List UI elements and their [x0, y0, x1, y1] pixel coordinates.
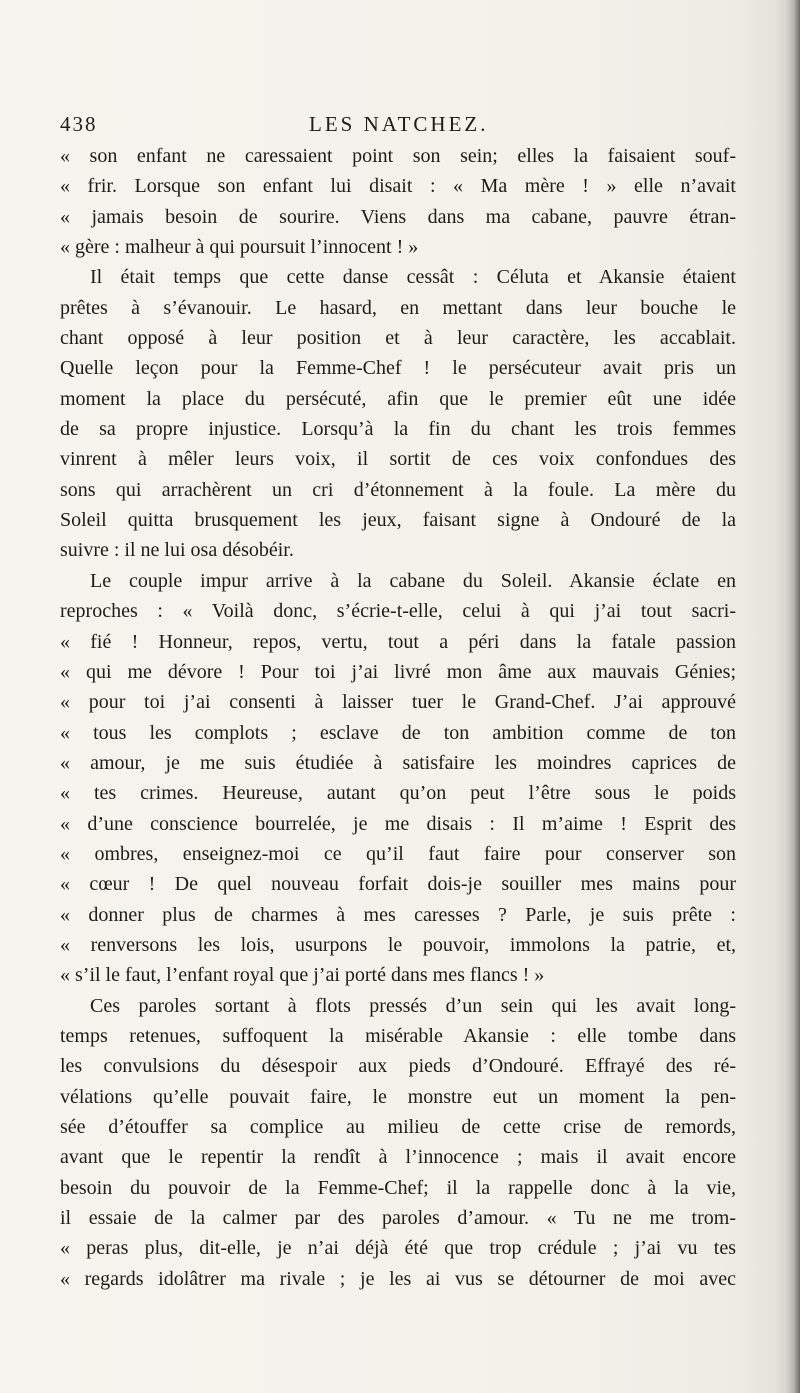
text-line: « tous les complots ; esclave de ton ambition comme de ton — [60, 721, 736, 744]
text-line: Il était temps que cette danse cessât : Céluta et Akansie étaient — [90, 266, 736, 289]
page-number: 438 — [60, 112, 98, 136]
text-line: Le couple impur arrive à la cabane du Soleil. Akansie éclate en — [90, 569, 736, 592]
text-line: « gère : malheur à qui poursuit l’innocent ! » — [60, 236, 419, 259]
text-line: « cœur ! De quel nouveau forfait dois-je souiller mes mains pour — [60, 873, 736, 896]
text-line: reproches : « Voilà donc, s’écrie-t-elle, celui à qui j’ai tout sacri- — [60, 600, 736, 623]
text-line: « ombres, enseignez-moi ce qu’il faut faire pour conserver son — [60, 842, 736, 865]
text-line: « qui me dévore ! Pour toi j’ai livré mon âme aux mauvais Génies; — [60, 660, 736, 683]
text-line: vélations qu’elle pouvait faire, le monstre eut un moment la pen- — [60, 1085, 736, 1108]
text-line: moment la place du persécuté, afin que le premier eût une idée — [60, 387, 736, 410]
text-line: suivre : il ne lui osa désobéir. — [60, 539, 294, 562]
text-line: Ces paroles sortant à flots pressés d’un sein qui les avait long- — [90, 994, 736, 1017]
text-line: avant que le repentir la rendît à l’innocence ; mais il avait encore — [60, 1146, 736, 1169]
text-line: de sa propre injustice. Lorsqu’à la fin du chant les trois femmes — [60, 418, 736, 441]
text-line: vinrent à mêler leurs voix, il sortit de ces voix confondues des — [60, 448, 736, 471]
text-line: « d’une conscience bourrelée, je me disais : Il m’aime ! Esprit des — [60, 812, 736, 835]
text-line: prêtes à s’évanouir. Le hasard, en mettant dans leur bouche le — [60, 296, 736, 319]
text-line: les convulsions du désespoir aux pieds d’Ondouré. Effrayé des ré- — [60, 1055, 736, 1078]
text-line: « pour toi j’ai consenti à laisser tuer le Grand-Chef. J’ai approuvé — [60, 691, 736, 714]
text-line: sée d’étouffer sa complice au milieu de cette crise de remords, — [60, 1116, 736, 1138]
text-line: Soleil quitta brusquement les jeux, faisant signe à Ondouré de la — [60, 509, 736, 532]
text-line: temps retenues, suffoquent la misérable Akansie : elle tombe dans — [60, 1024, 736, 1047]
text-line: « peras plus, dit-elle, je n’ai déjà été que trop crédule ; j’ai vu tes — [60, 1237, 736, 1260]
text-line: « amour, je me suis étudiée à satisfaire les moindres caprices de — [60, 751, 736, 774]
text-line: « frir. Lorsque son enfant lui disait : « Ma mère ! » elle n’avait — [60, 175, 736, 198]
text-line: « fié ! Honneur, repos, vertu, tout a péri dans la fatale passion — [60, 630, 736, 653]
text-body — [60, 141, 736, 1294]
text-line: sons qui arrachèrent un cri d’étonnement à la foule. La mère du — [60, 478, 736, 501]
text-line: chant opposé à leur position et à leur caractère, les accablait. — [60, 327, 736, 350]
running-title: LES NATCHEZ. — [309, 112, 489, 136]
text-line: besoin du pouvoir de la Femme-Chef; il la rappelle donc à la vie, — [60, 1176, 736, 1199]
text-line: « renversons les lois, usurpons le pouvoir, immolons la patrie, et, — [60, 933, 736, 956]
text-line: il essaie de la calmer par des paroles d’amour. « Tu ne me trom- — [60, 1207, 736, 1230]
text-line: « son enfant ne caressaient point son sein; elles la faisaient souf- — [60, 145, 736, 167]
page-edge-shadow — [786, 0, 800, 1393]
text-line: « jamais besoin de sourire. Viens dans ma cabane, pauvre étran- — [60, 205, 736, 228]
text-line: « regards idolâtrer ma rivale ; je les ai vus se détourner de moi avec — [60, 1267, 736, 1290]
text-line: « donner plus de charmes à mes caresses ? Parle, je suis prête : — [60, 903, 736, 926]
text-line: Quelle leçon pour la Femme-Chef ! le persécuteur avait pris un — [60, 357, 736, 380]
page-header — [60, 104, 720, 140]
text-line: « tes crimes. Heureuse, autant qu’on peut l’être sous le poids — [60, 782, 736, 805]
text-line: « s’il le faut, l’enfant royal que j’ai porté dans mes flancs ! » — [60, 964, 545, 987]
